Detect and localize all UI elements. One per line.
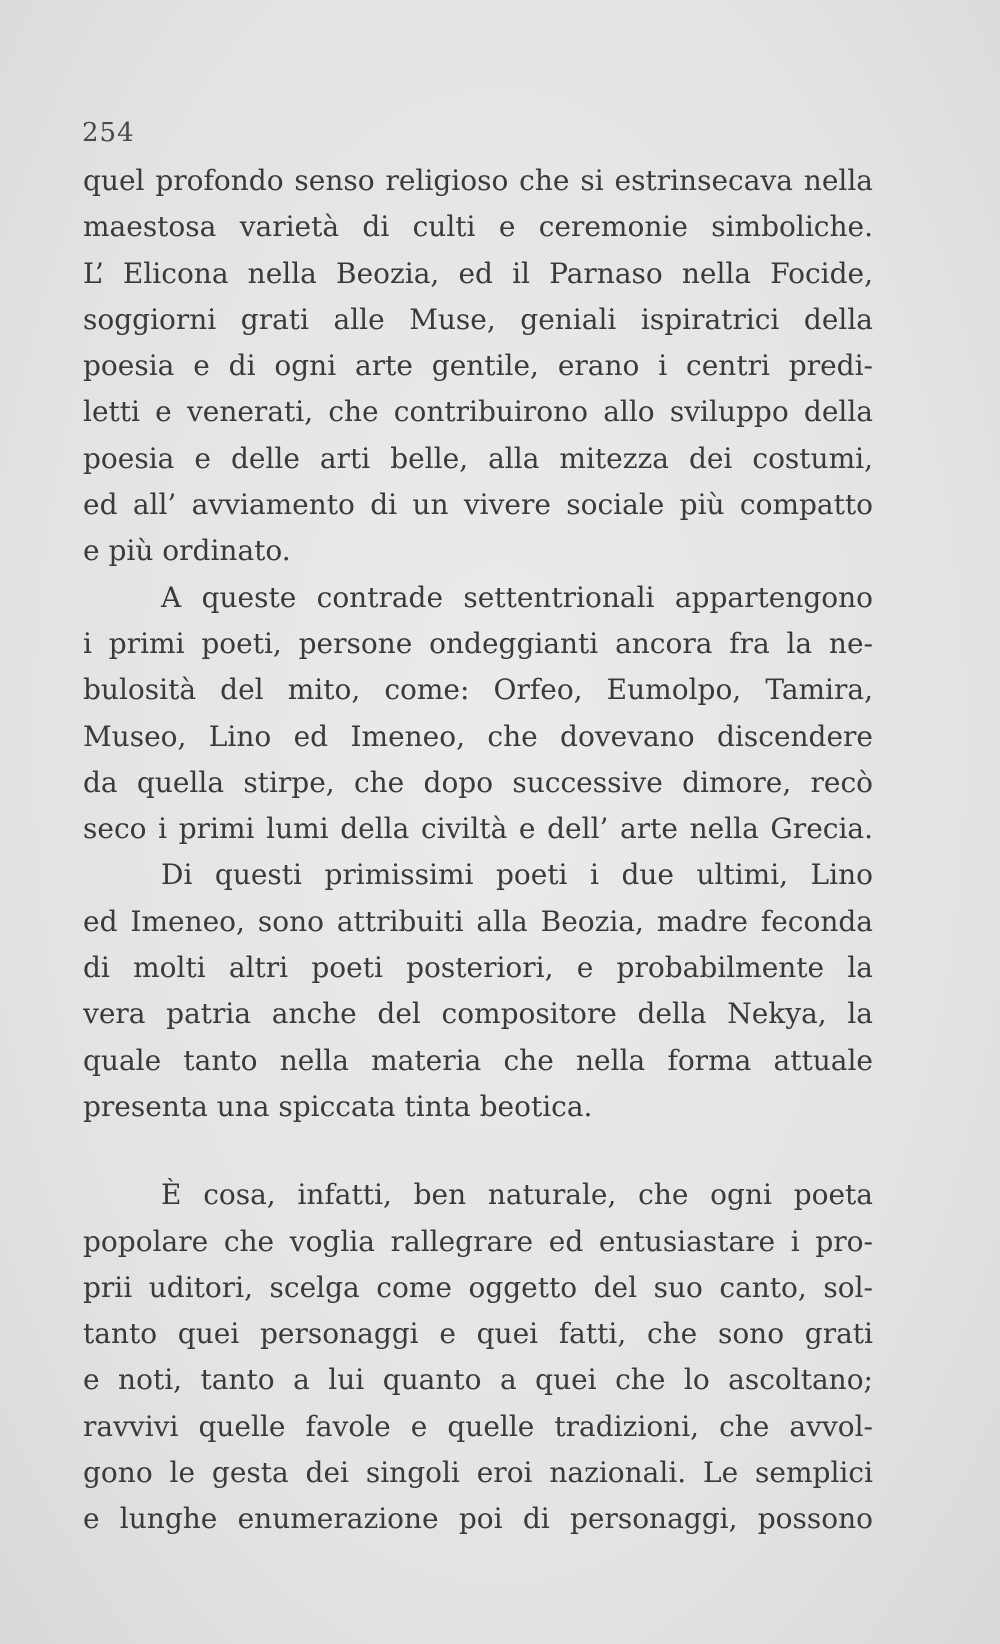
text-line: A queste contrade settentrionali appartengono (161, 580, 873, 614)
text-line: seco i primi lumi della civiltà e dell’ arte nella Grecia. (83, 812, 873, 846)
text-line: gono le gesta dei singoli eroi nazionali. Le semplici (83, 1456, 873, 1490)
text-line: quel profondo senso religioso che si estrinsecava nella (83, 164, 873, 197)
text-line: poesia e di ogni arte gentile, erano i centri predi- (83, 349, 873, 383)
text-line: Di questi primissimi poeti i due ultimi, Lino (161, 858, 873, 892)
text-line: e più ordinato. (83, 534, 291, 568)
text-line: Museo, Lino ed Imeneo, che dovevano discendere (83, 719, 873, 753)
text-line: soggiorni grati alle Muse, geniali ispiratrici della (83, 302, 873, 336)
text-line: L’ Elicona nella Beozia, ed il Parnaso nella Focide, (83, 256, 873, 290)
text-line: tanto quei personaggi e quei fatti, che sono grati (83, 1317, 873, 1351)
paragraph-gap (83, 1130, 873, 1172)
body-text (83, 158, 873, 1543)
text-line: popolare che voglia rallegrare ed entusiastare i pro- (83, 1224, 873, 1258)
text-line: e noti, tanto a lui quanto a quei che lo ascoltano; (83, 1363, 873, 1397)
text-line: ravvivi quelle favole e quelle tradizioni, che avvol- (83, 1409, 873, 1443)
text-line: maestosa varietà di culti e ceremonie simboliche. (83, 210, 873, 244)
text-line: e lunghe enumerazione poi di personaggi, possono (83, 1502, 873, 1536)
page-number: 254 (82, 118, 135, 148)
text-line: di molti altri poeti posteriori, e probabilmente la (83, 951, 873, 985)
text-line: vera patria anche del compositore della Nekya, la (83, 997, 873, 1031)
text-line: prii uditori, scelga come oggetto del suo canto, sol- (83, 1270, 873, 1304)
text-line: poesia e delle arti belle, alla mitezza dei costumi, (83, 441, 873, 475)
text-line: presenta una spiccata tinta beotica. (83, 1089, 593, 1123)
text-line: da quella stirpe, che dopo successive dimore, recò (83, 765, 873, 799)
text-line: ed Imeneo, sono attribuiti alla Beozia, madre feconda (83, 904, 873, 938)
text-line: quale tanto nella materia che nella forma attuale (83, 1043, 873, 1077)
text-line: i primi poeti, persone ondeggianti ancora fra la ne- (83, 626, 873, 660)
text-line: letti e venerati, che contribuirono allo sviluppo della (83, 395, 873, 429)
text-line: bulosità del mito, come: Orfeo, Eumolpo, Tamira, (83, 673, 873, 707)
text-line: È cosa, infatti, ben naturale, che ogni poeta (161, 1178, 873, 1212)
text-line: ed all’ avviamento di un vivere sociale più compatto (83, 488, 873, 522)
